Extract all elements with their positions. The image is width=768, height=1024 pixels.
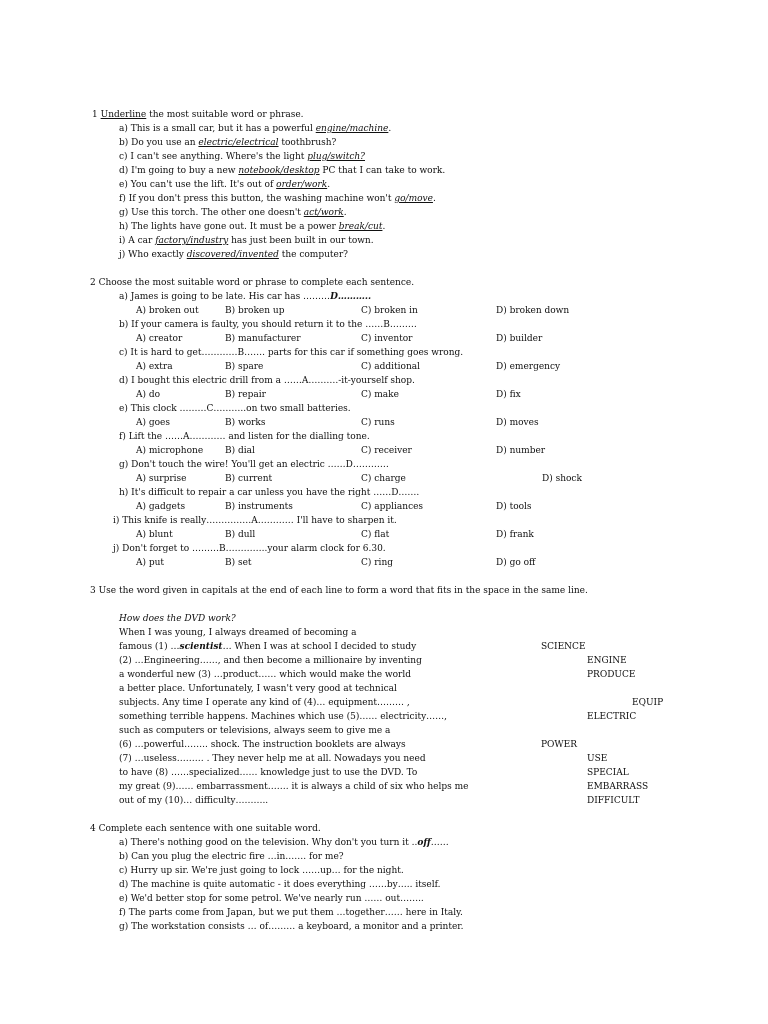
option-a: A) microphone xyxy=(136,446,204,456)
passage-line: (7) …useless……… . They never help me at all. Nowadays you need xyxy=(119,754,426,764)
option-b: B) repair xyxy=(225,390,266,400)
option-a: A) do xyxy=(136,390,161,400)
option-a: A) gadgets xyxy=(136,502,186,512)
option-a: A) broken out xyxy=(136,306,199,316)
option-d: D) tools xyxy=(496,502,532,512)
s1-item-b: b) Do you use an electric/electrical toothbrush? xyxy=(119,138,337,148)
passage-line: a better place. Unfortunately, I wasn't very good at technical xyxy=(119,684,397,694)
option-d: D) fix xyxy=(496,390,521,400)
s4-item-e: e) We'd better stop for some petrol. We've nearly run …… out…….. xyxy=(119,894,424,904)
option-c: C) runs xyxy=(361,418,395,428)
answer-choice: engine/machine xyxy=(315,124,389,134)
s2-question-h: h) It's difficult to repair a car unless you have the right ……D……. xyxy=(119,488,420,498)
s1-item-j: j) Who exactly discovered/invented the computer? xyxy=(119,250,348,260)
s2-question-d: d) I bought this electric drill from a ……A……….-it-yourself shop. xyxy=(119,376,415,386)
section2-instruction: 2 Choose the most suitable word or phrase to complete each sentence. xyxy=(90,278,415,288)
passage-line: (6) …powerful…….. shock. The instruction booklets are always xyxy=(119,740,406,750)
option-a: A) put xyxy=(136,558,165,568)
section3-instruction: 3 Use the word given in capitals at the end of each line to form a word that fits in the space in the same line. xyxy=(90,586,588,596)
passage-line: subjects. Any time I operate any kind of (4)… equipment……… , xyxy=(119,698,410,708)
option-b: B) manufacturer xyxy=(225,334,301,344)
s4-item-c: c) Hurry up sir. We're just going to lock ……up… for the night. xyxy=(119,866,404,876)
option-c: C) charge xyxy=(361,474,406,484)
option-d: D) emergency xyxy=(496,362,561,372)
s4-item-d: d) The machine is quite automatic - it does everything ……by….. itself. xyxy=(119,880,441,890)
option-c: C) ring xyxy=(361,558,393,568)
section1-number: 1 xyxy=(92,110,98,120)
passage-line: something terrible happens. Machines which use (5)…… electricity……, xyxy=(119,712,448,722)
option-c: C) inventor xyxy=(361,334,413,344)
option-d: D) go off xyxy=(496,558,536,568)
capital-word: EMBARRASS xyxy=(587,782,649,792)
option-a: A) extra xyxy=(136,362,173,372)
passage-line: my great (9)…… embarrassment……. it is always a child of six who helps me xyxy=(119,782,469,792)
s4-item-b: b) Can you plug the electric fire …in……. for me? xyxy=(119,852,344,862)
s1-item-g: g) Use this torch. The other one doesn't act/work. xyxy=(119,208,347,218)
instruction-text: the most suitable word or phrase. xyxy=(146,110,304,120)
passage-line: out of my (10)… difficulty……….. xyxy=(119,796,269,806)
capital-word: POWER xyxy=(541,740,578,750)
capital-word: ELECTRIC xyxy=(587,712,637,722)
option-b: B) instruments xyxy=(225,502,293,512)
underline-keyword: Underline xyxy=(100,110,147,120)
passage-line: to have (8) ……specialized…… knowledge just to use the DVD. To xyxy=(119,768,418,778)
s1-item-e: e) You can't use the lift. It's out of order/work. xyxy=(119,180,331,190)
answer-choice: discovered/invented xyxy=(186,250,279,260)
option-d: D) frank xyxy=(496,530,534,540)
capital-word: SCIENCE xyxy=(541,642,586,652)
option-b: B) dull xyxy=(225,530,256,540)
s2-question-i: i) This knife is really……………A………… I'll have to sharpen it. xyxy=(113,516,397,526)
option-d: D) shock xyxy=(542,474,582,484)
option-b: B) set xyxy=(225,558,252,568)
option-c: C) broken in xyxy=(361,306,418,316)
option-c: C) receiver xyxy=(361,446,412,456)
capital-word: ENGINE xyxy=(587,656,627,666)
answer-choice: break/cut xyxy=(338,222,383,232)
option-d: D) number xyxy=(496,446,546,456)
option-c: C) additional xyxy=(361,362,420,372)
s2-question-g: g) Don't touch the wire! You'll get an electric ……D………… xyxy=(119,460,389,470)
option-a: A) surprise xyxy=(136,474,187,484)
capital-word: USE xyxy=(587,754,608,764)
s1-item-i: i) A car factory/industry has just been built in our town. xyxy=(119,236,374,246)
filled-answer: scientist xyxy=(179,642,223,652)
option-c: C) flat xyxy=(361,530,390,540)
option-b: B) current xyxy=(225,474,273,484)
option-b: B) dial xyxy=(225,446,255,456)
s4-item-g: g) The workstation consists … of……… a keyboard, a monitor and a printer. xyxy=(119,922,464,932)
option-b: B) works xyxy=(225,418,266,428)
passage-line: famous (1) …scientist… When I was at school I decided to study xyxy=(119,642,417,652)
s2-question-c: c) It is hard to get…………B……. parts for this car if something goes wrong. xyxy=(119,348,464,358)
answer-choice: notebook/desktop xyxy=(238,166,320,176)
answer-choice: plug/switch? xyxy=(307,152,365,162)
passage-line: (2) …Engineering……, and then become a millionaire by inventing xyxy=(119,656,422,666)
capital-word: PRODUCE xyxy=(587,670,636,680)
section4-instruction: 4 Complete each sentence with one suitable word. xyxy=(90,824,321,834)
s2-question-a: a) James is going to be late. His car has ………D……….. xyxy=(119,292,372,302)
option-d: D) broken down xyxy=(496,306,570,316)
passage-line: When I was young, I always dreamed of becoming a xyxy=(119,628,357,638)
option-d: D) builder xyxy=(496,334,543,344)
answer-choice: order/work xyxy=(276,180,328,190)
answer-letter: D……….. xyxy=(330,292,372,302)
s1-item-d: d) I'm going to buy a new notebook/desktop PC that I can take to work. xyxy=(119,166,446,176)
answer-choice: go/move xyxy=(394,194,433,204)
filled-answer: off xyxy=(417,838,431,848)
option-b: B) broken up xyxy=(225,306,285,316)
section1-instruction xyxy=(92,109,304,121)
option-a: A) blunt xyxy=(136,530,173,540)
s1-item-h: h) The lights have gone out. It must be a power break/cut. xyxy=(119,222,386,232)
s1-item-a: a) This is a small car, but it has a powerful engine/machine. xyxy=(119,124,392,134)
answer-choice: electric/electrical xyxy=(198,138,279,148)
s4-item-f: f) The parts come from Japan, but we put them …together…… here in Italy. xyxy=(119,908,463,918)
s4-item-a: a) There's nothing good on the television. Why don't you turn it ..off…… xyxy=(119,838,449,848)
option-c: C) make xyxy=(361,390,399,400)
capital-word: SPECIAL xyxy=(587,768,629,778)
capital-word: DIFFICULT xyxy=(587,796,640,806)
option-c: C) appliances xyxy=(361,502,424,512)
option-a: A) goes xyxy=(136,418,170,428)
option-a: A) creator xyxy=(136,334,183,344)
capital-word: EQUIP xyxy=(632,698,664,708)
s1-item-f: f) If you don't press this button, the washing machine won't go/move. xyxy=(119,194,436,204)
s2-question-f: f) Lift the ……A………… and listen for the dialling tone. xyxy=(119,432,370,442)
answer-choice: factory/industry xyxy=(155,236,229,246)
s2-question-e: e) This clock ………C………..on two small batteries. xyxy=(119,404,351,414)
option-d: D) moves xyxy=(496,418,539,428)
s1-item-c: c) I can't see anything. Where's the light plug/switch? xyxy=(119,152,365,162)
option-b: B) spare xyxy=(225,362,264,372)
passage-line: a wonderful new (3) …product…… which would make the world xyxy=(119,670,411,680)
s2-question-b: b) If your camera is faulty, you should return it to the ……B……… xyxy=(119,320,417,330)
answer-choice: act/work xyxy=(303,208,344,218)
passage-title: How does the DVD work? xyxy=(119,614,236,624)
passage-line: such as computers or televisions, always seem to give me a xyxy=(119,726,391,736)
s2-question-j: j) Don't forget to ………B…………..your alarm clock for 6.30. xyxy=(113,544,386,554)
